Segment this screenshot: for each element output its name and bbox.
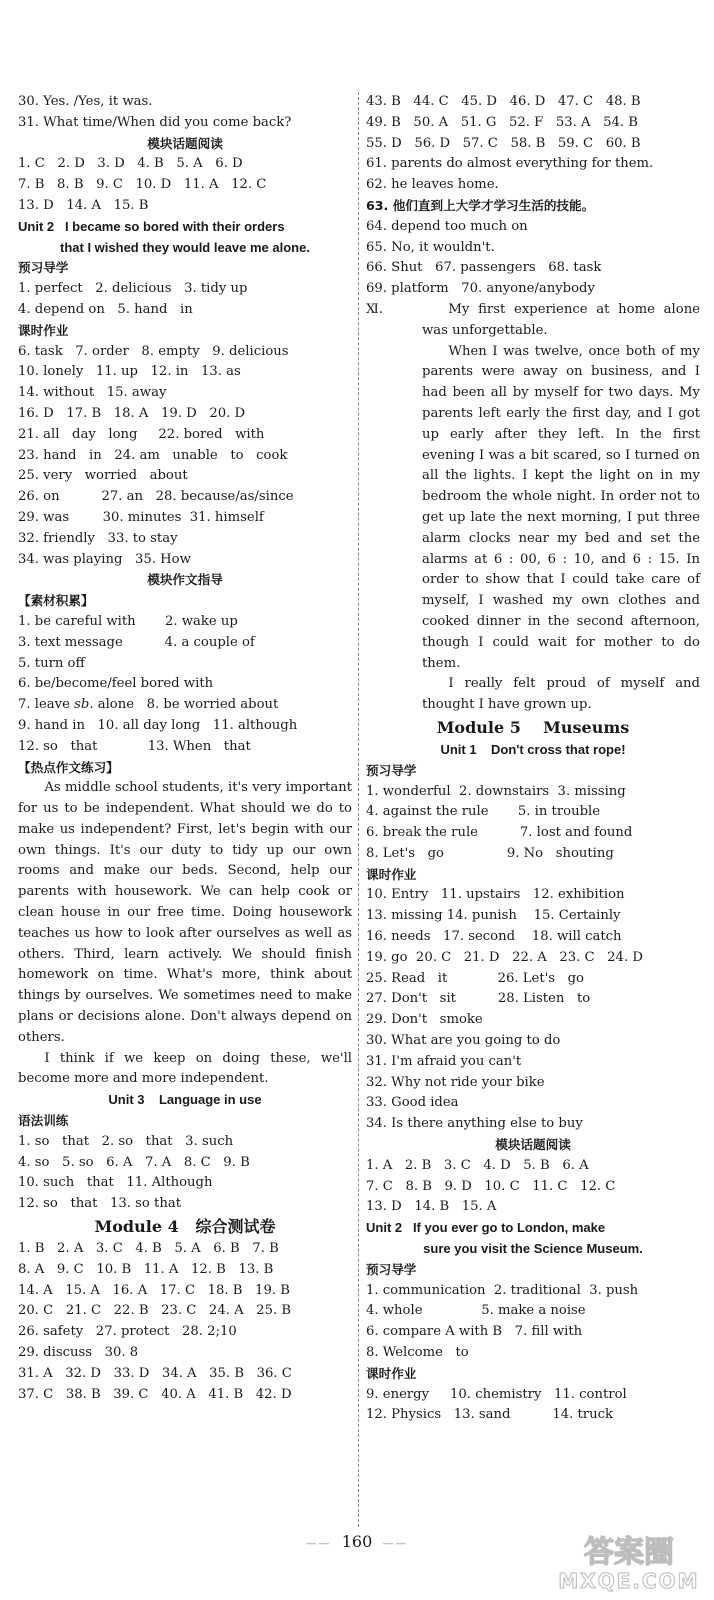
answer-line: 63. 他们直到上大学才学习生活的技能。 bbox=[366, 197, 595, 213]
unit-title: Unit 1 Don't cross that rope! bbox=[440, 741, 626, 757]
section-heading: 模块话题阅读 bbox=[495, 1137, 571, 1153]
answer-line: 10. such that 11. Although bbox=[18, 1175, 213, 1191]
watermark-logo bbox=[554, 1530, 704, 1594]
answer-line: 66. Shut 67. passengers 68. task bbox=[366, 260, 602, 276]
answer-line: 31. What time/When did you come back? bbox=[18, 114, 292, 130]
subsection-label: 【热点作文练习】 bbox=[18, 759, 119, 775]
subsection-label: 预习导学 bbox=[366, 1261, 417, 1277]
answer-line: 37. C 38. B 39. C 40. A 41. B 42. D bbox=[18, 1386, 292, 1402]
answer-line: 25. very worried about bbox=[18, 468, 188, 484]
answer-line: 10. lonely 11. up 12. in 13. as bbox=[18, 364, 241, 380]
answer-line: 32. Why not ride your bike bbox=[366, 1074, 545, 1090]
answer-line: 1. communication 2. traditional 3. push bbox=[366, 1282, 639, 1298]
answer-line: 8. Welcome to bbox=[366, 1345, 469, 1361]
essay-body bbox=[366, 342, 700, 716]
answer-line: 30. Yes. /Yes, it was. bbox=[18, 94, 153, 109]
answer-line: 7. B 8. B 9. C 10. D 11. A 12. C bbox=[18, 177, 267, 193]
answer-line: 31. A 32. D 33. D 34. A 35. B 36. C bbox=[18, 1365, 292, 1381]
unit-title: Unit 2 I became so bored with their orders bbox=[18, 218, 285, 234]
answer-line: 23. hand in 24. am unable to cook bbox=[18, 447, 288, 463]
answer-line: 55. D 56. D 57. C 58. B 59. C 60. B bbox=[366, 135, 641, 151]
essay-paragraph: I think if we keep on doing these, we'll become more and more independent. bbox=[18, 1050, 352, 1087]
answer-line: 19. go 20. C 21. D 22. A 23. C 24. D bbox=[366, 949, 643, 965]
subsection-label: 语法训练 bbox=[18, 1113, 69, 1129]
subsection-label: 预习导学 bbox=[366, 762, 417, 778]
answer-line: 12. so that 13. When that bbox=[18, 738, 251, 754]
subsection-label: 预习导学 bbox=[18, 260, 69, 276]
answer-line: 6. be/become/feel bored with bbox=[18, 676, 214, 692]
column-divider bbox=[358, 92, 360, 1527]
answer-line: 65. No, it wouldn't. bbox=[366, 239, 495, 255]
subsection-label: 课时作业 bbox=[366, 1365, 417, 1381]
answer-line: 30. What are you going to do bbox=[366, 1033, 561, 1049]
answer-line: 33. Good idea bbox=[366, 1095, 459, 1111]
answer-line: 7. C 8. B 9. D 10. C 11. C 12. C bbox=[366, 1178, 616, 1194]
answer-line: 32. friendly 33. to stay bbox=[18, 530, 178, 546]
answer-line: 25. Read it 26. Let's go bbox=[366, 970, 584, 986]
answer-line: 4. against the rule 5. in trouble bbox=[366, 804, 601, 820]
answer-line: 1. be careful with 2. wake up bbox=[18, 613, 238, 629]
answer-line: 13. missing 14. punish 15. Certainly bbox=[366, 908, 621, 924]
answer-line: 10. Entry 11. upstairs 12. exhibition bbox=[366, 887, 625, 903]
unit-title-cont: that I wished they would leave me alone. bbox=[60, 239, 310, 255]
answer-line: 20. C 21. C 22. B 23. C 24. A 25. B bbox=[18, 1303, 292, 1319]
answer-line: 13. D 14. A 15. B bbox=[18, 197, 149, 213]
answer-line: 1. C 2. D 3. D 4. B 5. A 6. D bbox=[18, 156, 243, 172]
answer-line: 4. whole 5. make a noise bbox=[366, 1303, 586, 1319]
right-column bbox=[366, 92, 700, 1426]
subsection-label: 【素材积累】 bbox=[18, 593, 94, 609]
answer-line: 6. compare A with B 7. fill with bbox=[366, 1324, 583, 1340]
answer-line: 4. depend on 5. hand in bbox=[18, 301, 193, 317]
unit-title: Unit 2 If you ever go to London, make bbox=[366, 1220, 606, 1236]
answer-line: 29. discuss 30. 8 bbox=[18, 1345, 139, 1361]
answer-line: 62. he leaves home. bbox=[366, 177, 499, 193]
answer-line: 16. needs 17. second 18. will catch bbox=[366, 929, 622, 945]
answer-line: 26. safety 27. protect 28. 2;10 bbox=[18, 1324, 237, 1340]
unit-title: Unit 3 Language in use bbox=[108, 1092, 262, 1108]
answer-line: 29. was 30. minutes 31. himself bbox=[18, 509, 264, 525]
answer-line: 1. wonderful 2. downstairs 3. missing bbox=[366, 783, 626, 799]
subsection-label: 课时作业 bbox=[18, 322, 69, 338]
answer-line: 1. perfect 2. delicious 3. tidy up bbox=[18, 281, 248, 297]
answer-line: 13. D 14. B 15. A bbox=[366, 1199, 497, 1215]
answer-line: 64. depend too much on bbox=[366, 218, 528, 234]
answer-line: 3. text message 4. a couple of bbox=[18, 634, 255, 650]
answer-line: 61. parents do almost everything for them. bbox=[366, 156, 654, 172]
left-column bbox=[18, 92, 352, 1405]
answer-line: 49. B 50. A 51. G 52. F 53. A 54. B bbox=[366, 114, 638, 130]
answer-line: 21. all day long 22. bored with bbox=[18, 426, 265, 442]
module-title: Module 5 Museums bbox=[436, 717, 630, 737]
answer-line: 14. without 15. away bbox=[18, 385, 167, 401]
answer-line: 69. platform 70. anyone/anybody bbox=[366, 281, 595, 297]
answer-line: 34. was playing 35. How bbox=[18, 551, 191, 567]
answer-line: 1. so that 2. so that 3. such bbox=[18, 1133, 234, 1149]
subsection-label: 课时作业 bbox=[366, 866, 417, 882]
answer-line: 12. Physics 13. sand 14. truck bbox=[366, 1407, 613, 1423]
answer-line: 12. so that 13. so that bbox=[18, 1196, 181, 1212]
answer-line: 8. A 9. C 10. B 11. A 12. B 13. B bbox=[18, 1261, 274, 1277]
watermark-chars: 答案圈 bbox=[584, 1535, 674, 1570]
essay-block bbox=[366, 300, 700, 342]
answer-line: 4. so 5. so 6. A 7. A 8. C 9. B bbox=[18, 1154, 250, 1170]
section-heading: 模块话题阅读 bbox=[147, 135, 223, 151]
essay-paragraph: I really felt proud of myself and thought I have grown up. bbox=[422, 676, 700, 713]
answer-line: 31. I'm afraid you can't bbox=[366, 1053, 522, 1069]
answer-line: 7. leave sb. alone 8. be worried about bbox=[18, 697, 279, 713]
page-number: —— 160 —— bbox=[305, 1532, 409, 1551]
unit-title-cont: sure you visit the Science Museum. bbox=[423, 1241, 643, 1257]
answer-line: 8. Let's go 9. No shouting bbox=[366, 845, 614, 861]
module-title: Module 4 综合测试卷 bbox=[94, 1217, 276, 1237]
essay-paragraph: When I was twelve, once both of my parents were away on business, and I had been all by myself for two days. My parents left early the first day, and I got up early after they left. In the first evening I was a bit scared, so I turned on all the lights. I kept the light on in my bedroom the whole night. In order not to get up late the next morning, I put three alarm clocks near my bed and set the alarms at 6 : 00, 6 : 10, and 6 : 15. In order to show that I could take care of myself, I washed my own clothes and cooked dinner in the second afternoon, though I could wait for mother to do them. bbox=[422, 343, 700, 671]
essay-paragraph: As middle school students, it's very important for us to be independent. What should we do to make us independent? First, let's begin with our own things. It's our duty to tidy up our own rooms and make our beds. Second, help our parents with housework. We can help cook or clean house in our free time. Doing housework teaches us how to look after ourselves as well as others. Third, learn actively. We should finish homework on time. What's more, think about things by ourselves. We sometimes need to make plans or decisions alone. Don't always depend on others. bbox=[18, 780, 352, 1045]
answer-line: 43. B 44. C 45. D 46. D 47. C 48. B bbox=[366, 94, 641, 109]
answer-line: 9. energy 10. chemistry 11. control bbox=[366, 1386, 627, 1402]
answer-line: 6. break the rule 7. lost and found bbox=[366, 825, 633, 841]
watermark-url: MXQE.COM bbox=[558, 1569, 700, 1593]
section-heading: 模块作文指导 bbox=[147, 572, 223, 588]
answer-line: 34. Is there anything else to buy bbox=[366, 1116, 583, 1132]
answer-line: 16. D 17. B 18. A 19. D 20. D bbox=[18, 405, 246, 421]
answer-line: 29. Don't smoke bbox=[366, 1012, 483, 1028]
answer-line: 26. on 27. an 28. because/as/since bbox=[18, 489, 294, 505]
section-number: Ⅺ. bbox=[366, 301, 383, 317]
answer-line: 1. B 2. A 3. C 4. B 5. A 6. B 7. B bbox=[18, 1241, 279, 1257]
answer-line: 6. task 7. order 8. empty 9. delicious bbox=[18, 343, 289, 359]
answer-line: 27. Don't sit 28. Listen to bbox=[366, 991, 591, 1007]
answer-line: 5. turn off bbox=[18, 655, 85, 671]
answer-line: 9. hand in 10. all day long 11. although bbox=[18, 717, 298, 733]
answer-line: 1. A 2. B 3. C 4. D 5. B 6. A bbox=[366, 1157, 589, 1173]
answer-line: 14. A 15. A 16. A 17. C 18. B 19. B bbox=[18, 1282, 290, 1298]
essay-paragraph: My first experience at home alone was unforgettable. bbox=[422, 301, 700, 338]
